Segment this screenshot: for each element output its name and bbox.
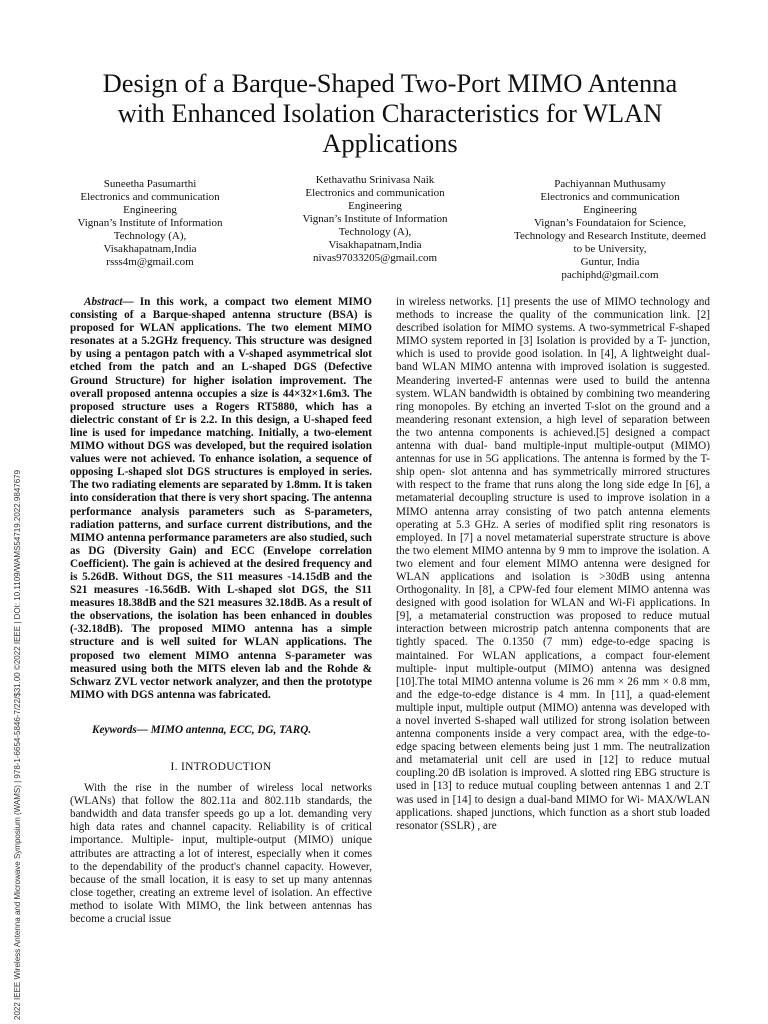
citation-text: 2022 IEEE Wireless Antenna and Microwave Symposium (WAMS) | 978-1-6654-5846-7/22/$31.00 ©2022 IEEE | DOI: 10.1109/WAMS54719.2022.9847679	[13, 469, 22, 1020]
author-email: nivas97033205@gmail.com	[312, 252, 438, 264]
author-affiliation-line: Technology and Research Institute, deemed	[514, 230, 706, 242]
author-affiliation-line: Engineering	[583, 204, 637, 216]
author-1	[60, 178, 240, 269]
left-column	[70, 296, 372, 926]
author-name: Pachiyannan Muthusamy	[554, 178, 666, 190]
abstract-label: Abstract—	[84, 296, 134, 308]
author-affiliation-line: Engineering	[348, 200, 402, 212]
author-affiliation-line: Electronics and communication	[540, 191, 680, 203]
abstract	[70, 296, 372, 702]
abstract-text: In this work, a compact two element MIMO consisting of a Barque-shaped antenna structure (BSA) is proposed for WLAN applications. The two element MIMO resonates at a 5.2GHz frequency. This structure was designed by using a pentagon patch with a V-shaped asymmetrical slot etched from the patch and an L-shaped DGS (Defective Ground Structure) for higher isolation improvement. The overall proposed antenna occupies a size is 44×32×1.6m3. The proposed structure uses a Rogers RT5880, which has a dielectric constant of £r is 2.2. In this design, a U-shaped feed line is used for impedance matching. Initially, a two-element MIMO without DGS was developed, but the required isolation values were not achieved. To enhance isolation, a sequence of opposing L-shaped slot DGS structures is employed in series. The two radiating elements are separated by 1.8mm. It is taken into consideration that there is very short spacing. The antenna performance analysis parameters such as S-parameters, radiation patterns, and surface current distributions, and the MIMO antenna performance parameters are also studied, such as DG (Diversity Gain) and ECC (Envelope correlation Coefficient). The gain is achieved at the desired frequency and is 5.26dB. Without DGS, the S11 measures -14.15dB and the S21 measures -16.56dB. With L-shaped slot DGS, the S11 measures 18.38dB and the S21 measures 32.18dB. As a result of the observations, the isolation has been enhanced in doubles (-32.18dB). The proposed MIMO antenna has a simple structure and is well suited for WLAN applications. The proposed two element MIMO antenna S-parameter was measured using both the MITS eleven lab and the Rohde & Schwarz ZVL vector network analyzer, and then the prototype MIMO with DGS antenna was fabricated.	[70, 296, 373, 701]
intro-continued-paragraph: in wireless networks. [1] presents the use of MIMO technology and methods to increase the quality of the communication link. [2] described isolation for MIMO systems. A two-symmetrical F-shaped MIMO system reported in [3] Isolation is provided by a T- junction, which is used to provide good isolation. In [4], A lightweight dual-band WLAN MIMO antenna with improved isolation is suggested. Meandering inverted-F antennas were used to build the antenna system. WLAN bandwidth is obtained by combining two meandering ring monopoles. By etching an inverted T-slot on the ground and a meandering resonant extension, a high level of separation between the two antenna components is achieved.[5] designed a compact antenna with dual- band multiple-input multiple-output (MIMO) antennas for use in 5G applications. The antenna is formed by the T-ship open- slot antenna and has symmetrically mirrored structures with respect to the frame that runs along the long side edge In [6], a metamaterial decoupling structure is used to improve isolation in a MIMO antenna array consisting of two patch antenna elements operating at 5.3 GHz. A series of modified split ring resonators is employed. In [7] a novel metamaterial superstrate structure is above the two element MIMO antenna by 9 mm to improve the isolation. A two element and four element MIMO antenna were designed for WLAN applications and isolation is >30dB using antenna Orthogonality. In [8], a CPW-fed four element MIMO antenna was designed with good isolation for WLAN and Wi-Fi applications. In [9], a metamaterial construction was proposed to reduce mutual interaction between microstrip patch antenna components that are tightly spaced. The 0.1350 (7 mm) edge-to-edge spacing is maintained. For WLAN applications, a compact four-element multiple- input multiple-output (MIMO) antenna was designed [10].The total MIMO antenna volume is 26 mm × 26 mm × 0.8 mm, and the edge-to-edge distance is 4 mm. In [11], a quad-element multiple input, multiple output (MIMO) antenna was developed with a novel inverted S-shaped wall utilized for strong isolation between antenna components inside a very compact area, with the edge-to-edge spacing between elements being just 1 mm. The neutralization and metamaterial unit cell are used in [12] to reduce mutual coupling.20 dB isolation is improved. A slotted ring EBG structure is used in [13] to reduce mutual coupling between antennas 1 and 2.T was used in [14] to design a dual-band MIMO for Wi- MAX/WLAN applications. shaped junctions, which function as a short stub loaded resonator (SSLR) , are	[396, 296, 710, 832]
author-name: Suneetha Pasumarthi	[103, 178, 197, 190]
author-2	[280, 174, 470, 265]
paper-title: Design of a Barque-Shaped Two-Port MIMO Antenna with Enhanced Isolation Characteristics for WLAN Applications	[102, 68, 678, 158]
author-3	[500, 178, 720, 282]
author-affiliation-line: to be University,	[573, 243, 647, 255]
author-affiliation-line: Technology (A),	[338, 226, 412, 238]
author-affiliation-line: Engineering	[123, 204, 177, 216]
author-affiliation-line: Electronics and communication	[305, 187, 445, 199]
section-heading-introduction: I. INTRODUCTION	[170, 761, 272, 773]
author-location: Visakhapatnam,India	[328, 239, 422, 251]
author-email: rsss4m@gmail.com	[106, 256, 194, 268]
intro-paragraph: With the rise in the number of wireless local networks (WLANs) that follow the 802.11a and 802.11b standards, the bandwidth and data transfer speeds go up a lot. demanding very high data rates and channel capacity. Reliability is of critical importance. Multiple- input, multiple-output (MIMO) unique attributes are attracting a lot of interest, especially when it comes to the dependability of the product's channel capacity. However, because of the small location, it is easy to set up many antennas close together, creating an extreme level of isolation. An effective method to isolate With MIMO, the link between antennas has become a crucial issue	[70, 782, 372, 926]
author-affiliation-line: Vignan’s Institute of Information	[77, 217, 223, 229]
author-affiliation-line: Vignan’s Foundataion for Science,	[533, 217, 687, 229]
right-column	[396, 296, 710, 833]
author-affiliation-line: Technology (A),	[113, 230, 187, 242]
keywords: Keywords— MIMO antenna, ECC, DG, TARQ.	[92, 723, 312, 736]
author-affiliation-line: Vignan’s Institute of Information	[302, 213, 448, 225]
author-location: Visakhapatnam,India	[103, 243, 197, 255]
author-location: Guntur, India	[580, 256, 640, 268]
author-name: Kethavathu Srinivasa Naik	[315, 174, 435, 186]
author-affiliation-line: Electronics and communication	[80, 191, 220, 203]
author-email: pachiphd@gmail.com	[561, 269, 659, 281]
ieee-citation-banner	[10, 340, 24, 1020]
author-block	[60, 176, 720, 286]
